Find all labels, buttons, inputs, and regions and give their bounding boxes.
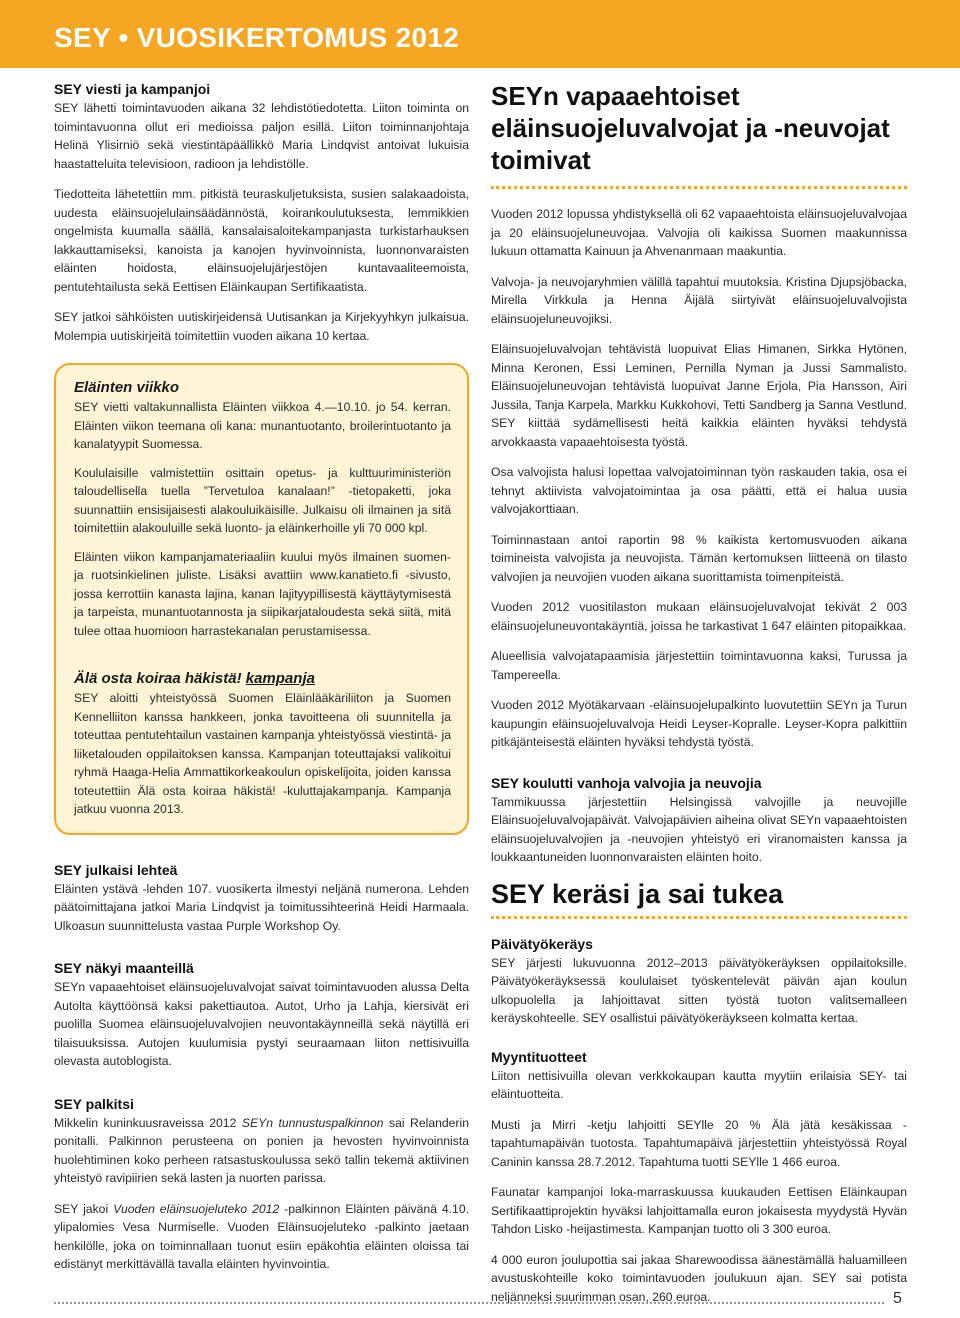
dotted-divider — [491, 186, 907, 189]
section-heading-large: SEYn vapaaehtoiset eläinsuojeluvalvojat ja -neuvojat toimivat — [491, 81, 890, 175]
section-title: SEY viesti ja kampanjoi — [54, 81, 211, 97]
paragraph: Liiton nettisivuilla olevan verkkokaupan kautta myytiin erilaisia SEY- tai eläintuotteita. — [491, 1068, 907, 1101]
paragraph — [54, 1200, 469, 1274]
paragraph: SEYn vapaaehtoiset eläinsuojeluvalvojat saivat toimintavuoden alussa Delta Autolta käyttöönsä kaksi pakettiautoa. Autot, Urho ja Lahja, kiersivät eri puolilla Suomea eläinsuojeluvalvojien neuvontakäynneillä sekä näytillä eri tilaisuuksissa. Autojen kuulumisia pystyi seuraamaan liiton nettisivuilla olevasta autoblogista. — [54, 980, 469, 1068]
award-name: Vuoden eläinsuojeluteko 2012 — [113, 1201, 280, 1216]
section-palkitsi — [54, 1095, 469, 1274]
paragraph: SEY jatkoi sähköisten uutiskirjeidensä Uutisankan ja Kirjekyyhkyn julkaisua. Molempia uutiskirjeitä toimitettiin vuoden aikana 10 kertaa. — [54, 310, 469, 343]
box-title-campaign — [74, 670, 451, 687]
right-column — [491, 80, 907, 1318]
section-title: SEY palkitsi — [54, 1095, 134, 1112]
section-lehti — [54, 861, 469, 936]
paragraph: Tiedotteita lähetettiin mm. pitkistä teuraskuljetuksista, susien salakaadoista, uudesta eläinsuojelulainsäädännöstä, koirankoulutuksesta, lemmikkien ongelmista kuumalla säällä, kansalaisaloitekampanjasta turkistarhauksen lakkauttamiseksi, kanoista ja kanojen hyvinvoinnista, luonnonvaraisten eläinten hoidosta, eläinsuojelujärjestöjen kuntavaaliteemoista, pentutehtailusta sekä Eettisen Eläinkaupan Sertifikaatista. — [54, 187, 469, 294]
paragraph — [54, 1114, 469, 1188]
page-title: SEY • VUOSIKERTOMUS 2012 — [54, 22, 459, 53]
text-run: SEY jakoi — [54, 1201, 114, 1216]
section-title: Päivätyökeräys — [491, 935, 593, 952]
paragraph: SEY järjesti lukuvuonna 2012–2013 päivätyökeräyksen oppilaitoksille. Päivätyökeräyksessä koululaiset työskentelevät päivän ajan koulun ulkopuolella ja lahjoittavat sitten työstä tuoton valitsemalleen keräyskohteelle. SEY osallistui päivätyökeräykseen kolmatta kertaa. — [491, 955, 907, 1025]
dotted-divider — [491, 916, 907, 919]
paragraph: Musti ja Mirri -ketju lahjoitti SEYlle 20 % Älä jätä kesäkissaa -tapahtumapäivän tuotosta. Tapahtumapäivä järjestettiin yhteistyössä Royal Caninin kanssa 28.7.2012. Tapahtuma tuotti SEYlle 1 466 euroa. — [491, 1117, 907, 1169]
text-run: -palkinnon Eläinten päivänä 4.10. ylipalomies Vesa Nurmiselle. Vuoden Eläinsuojeluteko -palkinto jaetaan henkilölle, joka on toiminnallaan tuonut esiin epäkohtia eläinten oloissa tai edistänyt merkittävällä tavalla eläinten hyvinvointia. — [54, 1201, 470, 1271]
paragraph: SEY vietti valtakunnallista Eläinten viikkoa 4.—10.10. jo 54. kerran. Eläinten viikon teemana oli kana: munantuotanto, broilerintuotanto ja kanalatyypit Suomessa. — [74, 400, 451, 451]
section-viesti — [54, 80, 469, 345]
highlight-box — [54, 363, 469, 835]
section-title: Myyntituotteet — [491, 1048, 587, 1065]
paragraph: Eläinten viikon kampanjamateriaaliin kuului myös ilmainen suomen- ja ruotsinkielinen juliste. Lisäksi avattiin www.kanatieto.fi -sivusto, jossa kerrottiin kanasta lajina, kanan lajityypillisestä käyttäytymisestä ja tarpeista, munantuotannosta ja siipikarjataloudesta sekä siitä, mitä tulee ottaa huomioon harrastekanalan perustamisessa. — [74, 549, 451, 638]
text-run: Mikkelin kuninkuusraveissa 2012 — [54, 1115, 242, 1130]
header-banner — [0, 0, 960, 68]
paragraph: Eläinten ystävä -lehden 107. vuosikerta ilmestyi neljänä numerona. Lehden päätoimittajana jatkoi Maria Lindqvist ja toimitussihteerinä Heidi Harmaala. Ulkoasun suunnittelusta vastaa Purple Workshop Oy. — [54, 881, 469, 933]
paragraph: Valvoja- ja neuvojaryhmien välillä tapahtui muutoksia. Kristina Djupsjöbacka, Mirella Virkkula ja Henna Äijälä siirtyivät eläinsuojeluvalvojista eläinsuojeluneuvojiksi. — [491, 274, 907, 326]
section-myyntituotteet — [491, 1048, 907, 1307]
section-maantiet — [54, 959, 469, 1071]
paragraph: 4 000 euron joulupottia sai jakaa Sharewoodissa äänestämällä haluamilleen avustuskohteille koko toimintavuoden joulukuun ajan. SEY sai potista neljänneksi suurimman osan, 260 euroa. — [491, 1252, 907, 1304]
footer-dotted-line — [54, 1302, 884, 1304]
campaign-name: Älä osta koiraa häkistä! — [74, 670, 242, 687]
paragraph: Tammikuussa järjestettiin Helsingissä valvojille ja neuvojille Eläinsuojeluvalvojapäivät. Valvojapäivien aiheina olivat SEYn vapaaehtoisten eläinsuojeluvalvojien ja -neuvojien yhteistyö eri viranomaisten kanssa ja loukkaantuneiden luonnonvaraisten eläinten hoito. — [491, 794, 907, 864]
section-title: SEY näkyi maanteillä — [54, 960, 194, 976]
paragraph: Vuoden 2012 Myötäkarvaan -eläinsuojelupalkinto luovutettiin SEYn ja Turun kaupungin eläinsuojeluvalvoja Heidi Leyser-Kopralle. Leyser-Kopra palkittiin pitkäjänteisestä eläinten hyväksi tehdystä työstä. — [491, 698, 907, 749]
section-title: SEY koulutti vanhoja valvojia ja neuvojia — [491, 774, 762, 791]
text-run: sai Relanderin ponitalli. Palkinnon perusteena on ponien ja hevosten hyvinvoinnista huolehtiminen koko perheen ratsastuskoulussa sekö tallin tekemä aktiivinen yhteistyö ravipiirien sekä lasten ja nuorten parissa. — [54, 1115, 469, 1185]
paragraph: Vuoden 2012 lopussa yhdistyksellä oli 62 vapaaehtoista eläinsuojeluvalvojaa ja 20 eläinsuojeluneuvojaa. Valvojia oli kaikissa Suomen maakunnissa lukuun ottamatta Kainuun ja Ahvenanmaan maakuntia. — [491, 207, 907, 258]
paragraph: SEY lähetti toimintavuoden aikana 32 lehdistötiedotetta. Liiton toiminta on toimintavuonna ollut eri medioissa paljon esillä. Liiton toiminnanjohtaja Helinä Ylisirniö sekä viestintäpäällikkö Maria Lindqvist antoivat lukuisia haastatteluita televisioon, radioon ja lehdistölle. — [54, 101, 469, 171]
section-title: SEY julkaisi lehteä — [54, 861, 178, 878]
award-name: SEYn tunnustuspalkinnon — [241, 1115, 384, 1130]
paragraph: Alueellisia valvojatapaamisia järjestettiin toimintavuonna kaksi, Turussa ja Tampereella. — [491, 649, 907, 682]
paragraph: Koululaisille valmistettiin osittain opetus- ja kulttuuriministeriön taloudellisella tuella ”Tervetuloa kanalaan!” -tietopaketti, joka suunnattiin ensisijaisesti alakouluikäisille. Julkaisu oli ilmainen ja sitä toimitettiin alakouluille sekä luonto- ja eläinkerhoille yli 70 000 kpl. — [74, 465, 451, 535]
left-column — [54, 80, 469, 1286]
section-heading-large: SEY keräsi ja sai tukea — [491, 878, 784, 909]
paragraph: Eläinsuojeluvalvojan tehtävistä luopuivat Elias Himanen, Sirkka Hytönen, Minna Keronen, Essi Leminen, Pernilla Nyman ja Jussi Sammalisto. Eläinsuojeluneuvojan tehtävistä luopuivat Janne Erjola, Pia Hansson, Airi Jussila, Tanja Karpela, Markku Kukkohovi, Tetti Sandberg ja Sanna Vestlund. SEY kiittää sydämellisesti heitä kaikkia eläinten hyväksi tehdystä arvokkaasta vapaaehtoisesta työstä. — [491, 342, 907, 449]
paragraph: Toiminnastaan antoi raportin 98 % kaikista kertomusvuoden aikana toimineista valvojista ja neuvojista. Tämän kertomuksen liitteenä on tilasto valvojien ja neuvojien vuoden aikana suorittamista toimenpiteistä. — [491, 532, 907, 584]
paragraph: Vuoden 2012 vuositilaston mukaan eläinsuojeluvalvojat tekivät 2 003 eläinsuojeluneuvontakäyntiä, joissa he tarkastivat 1 647 eläinten pitopaikkaa. — [491, 600, 907, 633]
paragraph: Faunatar kampanjoi loka-marraskuussa kuukauden Eettisen Eläinkaupan Sertifikaattiprojektin hyväksi lahjoittamalla euron jokaisesta myydystä Hyvän Tahdon Lisko -heijastimesta. Kampanjan tuotto oli 3 300 euroa. — [491, 1185, 907, 1236]
campaign-word: kampanja — [245, 670, 315, 687]
page-number: 5 — [893, 1290, 902, 1307]
section-paivatyo — [491, 935, 907, 1028]
paragraph: SEY aloitti yhteistyössä Suomen Eläinlääkäriliiton ja Suomen Kennelliiton kanssa hankkeen, jonka tavoitteena oli suunnitella ja toteuttaa pentutehtailun vastainen kampanja yhteistyössä viestintä- ja liiketalouden oppilaitoksen kanssa. Kampanjan toteuttajaksi valikoitui ryhmä Haaga-Helia Ammattikorkeakoulun opiskelijoita, joiden kanssa toteutettiin Älä osta koiraa häkistä! -kuluttajakampanja. Kampanja jatkuu vuonna 2013. — [74, 691, 451, 816]
box-title: Eläinten viikko — [74, 379, 180, 396]
paragraph: Osa valvojista halusi lopettaa valvojatoiminnan työn raskauden takia, osa ei tehnyt aktiivista valvojatoimintaa ja osa päätti, että ei halua uusia valvojakorttiaan. — [491, 465, 907, 516]
section-koulutti — [491, 774, 907, 867]
